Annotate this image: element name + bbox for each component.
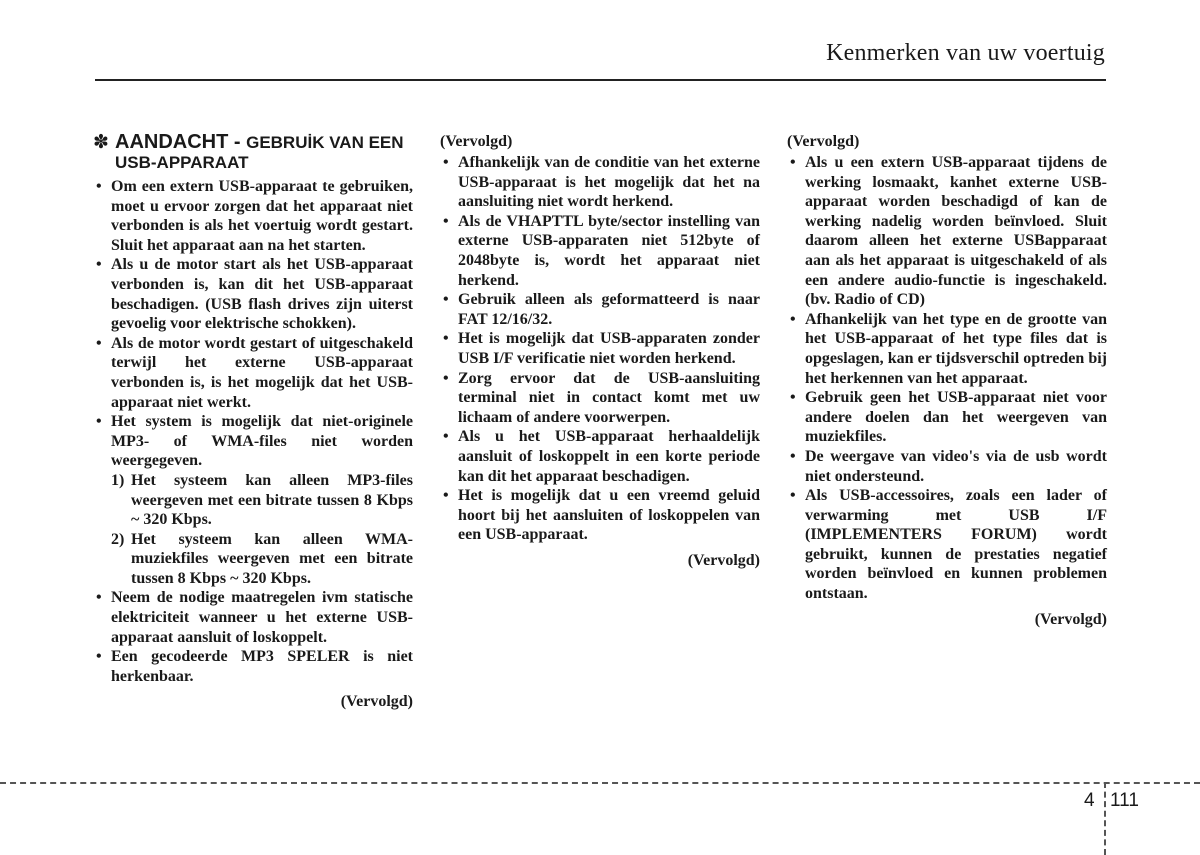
list-item — [440, 290, 760, 329]
bullet-icon: • — [443, 369, 449, 387]
list-item-text: Als USB-accessoires, zoals een lader of verwarming met USB I/F (IMPLEMENTERS FORUM) wordt gebruikt, kunnen de prestaties negatief worden beïnvloed en kunnen problemen ontstaan. — [805, 487, 1107, 603]
bullet-icon: • — [790, 487, 796, 505]
continued-from-label: (Vervolgd) — [787, 133, 860, 150]
page-header-title: Kenmerken van uw voertuig — [826, 40, 1105, 66]
list-item — [787, 388, 1107, 447]
asterisk-icon: ✽ — [93, 132, 109, 153]
sub-list-item — [93, 471, 413, 530]
list-item-text: Gebruik geen het USB-apparaat niet voor andere doelen dan het weergeven van muziekfiles. — [805, 389, 1107, 446]
list-item — [93, 412, 413, 588]
caution-subject: GEBRUİK VAN EEN USB-APPARAAT — [115, 133, 404, 172]
list-item — [787, 310, 1107, 388]
sub-list-item — [93, 530, 413, 589]
caution-heading — [93, 132, 413, 173]
list-item-text: Het system is mogelijk dat niet-originele MP3- of WMA-files niet worden weergegeven. — [111, 413, 413, 470]
numbered-sub-list — [93, 471, 413, 589]
list-item — [440, 427, 760, 486]
list-item-text: Afhankelijk van het type en de grootte van het USB-apparaat of het type files dat is opgeslagen, kan er tijdsverschil optreden bij het herkennen van het apparaat. — [805, 310, 1107, 387]
list-item-text: De weergave van video's via de usb wordt niet ondersteund. — [805, 447, 1107, 485]
list-item-text: Zorg ervoor dat de USB-aansluiting terminal niet in contact komt met uw lichaam of andere voorwerpen. — [458, 369, 760, 426]
bullet-icon: • — [443, 428, 449, 446]
bullet-icon: • — [790, 310, 796, 328]
continued-label: (Vervolgd) — [340, 693, 413, 711]
bullet-list — [93, 177, 413, 686]
list-item — [93, 255, 413, 333]
list-item — [787, 486, 1107, 604]
list-item-text: Neem de nodige maatregelen ivm statische elektriciteit wanneer u het externe USB-apparaat aansluit of loskoppelt. — [111, 589, 413, 646]
list-item — [93, 177, 413, 255]
bullet-icon: • — [443, 487, 449, 505]
list-item — [787, 447, 1107, 486]
bullet-icon: • — [96, 648, 102, 666]
bullet-icon: • — [96, 413, 102, 431]
list-item — [787, 153, 1107, 310]
list-item — [440, 486, 760, 545]
list-item-text: Om een extern USB-apparaat te gebruiken, moet u ervoor zorgen dat het apparaat niet verbonden is als het voertuig wordt gestart. Sluit het apparaat aan na het starten. — [111, 178, 413, 254]
bullet-icon: • — [443, 291, 449, 309]
list-item — [93, 647, 413, 686]
caution-label: AANDACHT - — [115, 131, 247, 153]
bullet-icon: • — [443, 154, 449, 171]
bullet-icon: • — [96, 178, 102, 195]
bullet-icon: • — [443, 330, 449, 348]
list-item-text: Als de VHAPTTL byte/sector instelling van externe USB-apparaten niet 512byte of 2048byte is, wordt het apparaat niet herkend. — [458, 212, 760, 289]
column-2 — [440, 132, 760, 571]
footer-dashed-rule — [0, 782, 1200, 784]
list-item — [440, 153, 760, 212]
sub-item-text: Het systeem kan alleen WMA-muziekfiles weergeven met een bitrate tussen 8 Kbps ~ 320 Kbps. — [131, 530, 413, 587]
list-item-text: Een gecodeerde MP3 SPELER is niet herkenbaar. — [111, 648, 413, 685]
continued-label: (Vervolgd) — [1034, 610, 1107, 628]
page-number: 111 — [1110, 790, 1139, 811]
continued-label: (Vervolgd) — [687, 551, 760, 569]
bullet-list — [787, 153, 1107, 604]
bullet-icon: • — [96, 589, 102, 607]
list-item — [93, 588, 413, 647]
sub-item-number: 2) — [111, 530, 125, 548]
list-item-text: Afhankelijk van de conditie van het externe USB-apparaat is het mogelijk dat het na aansluiting niet wordt herkend. — [458, 154, 760, 211]
continued-from-label: (Vervolgd) — [440, 133, 513, 150]
bullet-list — [440, 153, 760, 545]
header-rule — [95, 79, 1106, 81]
list-item — [440, 212, 760, 290]
list-item-text: Als u de motor start als het USB-apparaat verbonden is, kan dit het USB-apparaat beschadigen. (USB flash drives zijn uiterst gevoelig voor elektrische schokken). — [111, 256, 413, 333]
bullet-icon: • — [96, 334, 102, 352]
list-item-text: Het is mogelijk dat u een vreemd geluid hoort bij het aansluiten of loskoppelen van een USB-apparaat. — [458, 487, 760, 544]
list-item — [440, 369, 760, 428]
list-item-text: Als u het USB-apparaat herhaaldelijk aansluit of loskoppelt in een korte periode kan dit het apparaat beschadigen. — [458, 428, 760, 485]
list-item — [440, 329, 760, 368]
bullet-icon: • — [790, 389, 796, 407]
bullet-icon: • — [790, 447, 796, 465]
sub-item-number: 1) — [111, 471, 125, 489]
list-item-text: Het is mogelijk dat USB-apparaten zonder USB I/F verificatie niet worden herkend. — [458, 330, 760, 367]
sub-item-text: Het systeem kan alleen MP3-files weergeven met een bitrate tussen 8 Kbps ~ 320 Kbps. — [131, 471, 413, 529]
bullet-icon: • — [96, 256, 102, 274]
footer-dashed-divider — [1104, 782, 1106, 855]
bullet-icon: • — [790, 154, 796, 171]
bullet-icon: • — [443, 212, 449, 230]
list-item-text: Als de motor wordt gestart of uitgeschakeld terwijl het externe USB-apparaat verbonden is, is het mogelijk dat het USB-apparaat niet werkt. — [111, 334, 413, 411]
chapter-number: 4 — [1084, 790, 1095, 811]
column-1 — [93, 132, 413, 712]
column-3 — [787, 132, 1107, 630]
list-item — [93, 334, 413, 412]
list-item-text: Gebruik alleen als geformatteerd is naar FAT 12/16/32. — [458, 291, 760, 328]
list-item-text: Als u een extern USB-apparaat tijdens de werking losmaakt, kanhet externe USB-apparaat worden beschadigd of kan de werking nadelig worden beïnvloed. Sluit daarom alleen het externe USBapparaat aan als het apparaat is uitgeschakeld of als een andere audio-functie is ingeschakeld. (bv. Radio of CD) — [805, 154, 1107, 309]
